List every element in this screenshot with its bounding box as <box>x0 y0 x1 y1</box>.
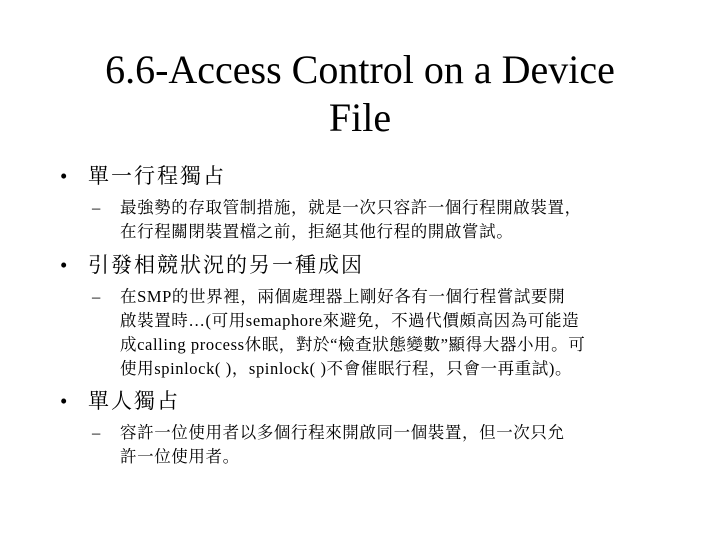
sub-bullet-line: 在SMP的世界裡，兩個處理器上剛好各有一個行程嘗試要開 <box>120 287 566 306</box>
sub-bullet-line: 啟裝置時…(可用semaphore來避免，不過代價頗高因為可能造 <box>120 311 580 330</box>
bullet-dot-icon: • <box>60 164 68 188</box>
dash-icon: – <box>92 198 101 217</box>
bullet-dot-icon: • <box>60 389 68 413</box>
bullet-dot-icon: • <box>60 253 68 277</box>
sub-bullet-line: 容許一位使用者以多個行程來開啟同一個裝置，但一次只允 <box>120 423 565 442</box>
bullet-heading: 單一行程獨占 <box>88 164 226 188</box>
sub-bullet-line: 使用spinlock( )，spinlock( )不會催眠行程，只會一再重試)。 <box>120 359 573 378</box>
bullet-heading: 引發相競狀況的另一種成因 <box>88 253 364 277</box>
bullet-heading: 單人獨占 <box>88 389 180 413</box>
sub-bullet-line: 成calling process休眠，對於“檢查狀態變數”顯得大器小用。可 <box>120 335 586 354</box>
sub-bullet-line: 許一位使用者。 <box>120 447 240 466</box>
sub-bullet-line: 最強勢的存取管制措施，就是一次只容許一個行程開啟裝置， <box>120 198 582 217</box>
dash-icon: – <box>92 287 101 306</box>
dash-icon: – <box>92 423 101 442</box>
title-line-1: 6.6-Access Control on a Device <box>105 47 615 92</box>
title-line-2: File <box>328 95 392 140</box>
sub-bullet-line: 在行程關閉裝置檔之前，拒絕其他行程的開啟嘗試。 <box>120 222 514 241</box>
